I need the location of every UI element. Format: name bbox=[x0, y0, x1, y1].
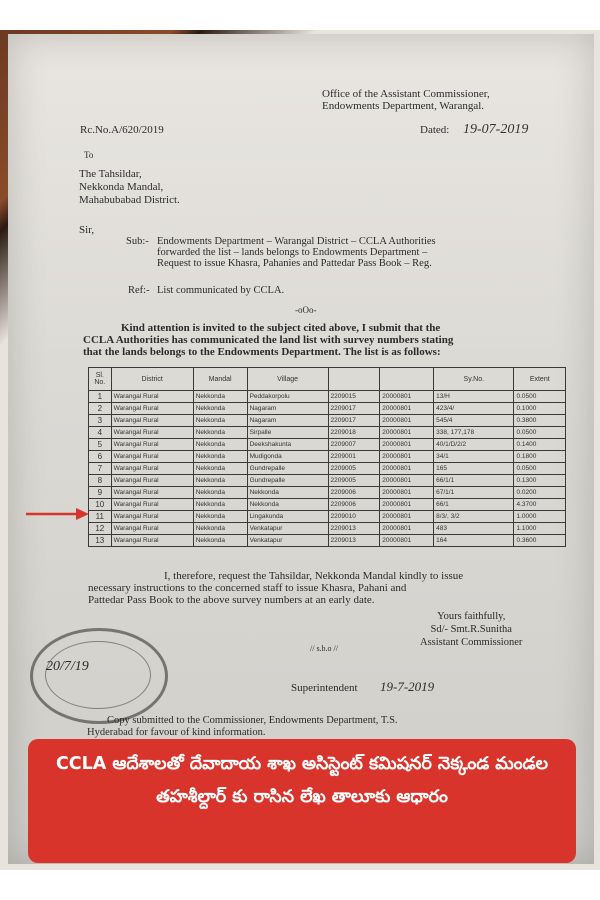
red-arrow-icon bbox=[24, 507, 90, 521]
table-cell: Peddakorpolu bbox=[247, 391, 328, 403]
table-cell: Nekkonda bbox=[193, 451, 247, 463]
paragraph-line: that the lands belongs to the Endowments Department. The list is as follows: bbox=[83, 346, 441, 358]
header-cell bbox=[328, 368, 380, 391]
table-cell: 20000801 bbox=[380, 415, 434, 427]
salutation: Sir, bbox=[79, 224, 95, 236]
table-cell: 545/4 bbox=[434, 415, 514, 427]
table-cell: 10 bbox=[89, 499, 112, 511]
table-cell: 0.1800 bbox=[514, 451, 566, 463]
signature-block bbox=[420, 610, 522, 649]
table-cell: 11 bbox=[89, 511, 112, 523]
table-cell: 6 bbox=[89, 451, 112, 463]
closing-line: Yours faithfully, bbox=[437, 611, 506, 622]
stamp-inner-ring bbox=[45, 641, 151, 709]
table-cell: 20000801 bbox=[380, 487, 434, 499]
table-cell: 164 bbox=[434, 535, 514, 547]
paragraph-line: I, therefore, request the Tahsildar, Nekkonda Mandal kindly to issue bbox=[164, 570, 464, 582]
table-cell: 20000801 bbox=[380, 523, 434, 535]
table-cell: Mudigonda bbox=[247, 451, 328, 463]
table-cell: Nekkonda bbox=[247, 487, 328, 499]
table-row bbox=[89, 499, 566, 511]
header-cell: Sy.No. bbox=[434, 368, 514, 391]
table-header-row bbox=[89, 368, 566, 391]
table-cell: Nagaram bbox=[247, 403, 328, 415]
table-cell: 3 bbox=[89, 415, 112, 427]
table-cell: Gundrepalle bbox=[247, 475, 328, 487]
table-cell: Warangal Rural bbox=[111, 523, 193, 535]
paragraph-line: CCLA Authorities has communicated the land list with survey numbers stating bbox=[83, 334, 454, 346]
dated-label: Dated: bbox=[420, 124, 450, 136]
table-cell: 1.0000 bbox=[514, 511, 566, 523]
table-cell: Lingakunda bbox=[247, 511, 328, 523]
table-cell: Warangal Rural bbox=[111, 511, 193, 523]
office-header bbox=[322, 88, 490, 112]
table-row bbox=[89, 439, 566, 451]
table-cell: Warangal Rural bbox=[111, 451, 193, 463]
table-cell: Nekkonda bbox=[193, 463, 247, 475]
table-cell: Venkatapur bbox=[247, 535, 328, 547]
table-cell: Nekkonda bbox=[247, 499, 328, 511]
table-cell: Nekkonda bbox=[193, 523, 247, 535]
table-cell: 165 bbox=[434, 463, 514, 475]
caption-text: CCLA ఆదేశాలతో దేవాదాయ శాఖ అసిస్టెంట్ కమిషనర్ నెక్కండ మండల తహశీల్దార్ కు రాసిన లేఖ తాలూకు ఆధారం bbox=[55, 754, 549, 807]
table-cell: 20000801 bbox=[380, 451, 434, 463]
table-row bbox=[89, 463, 566, 475]
table-cell: 12 bbox=[89, 523, 112, 535]
table-row bbox=[89, 523, 566, 535]
subject-text bbox=[157, 236, 436, 269]
table-row bbox=[89, 415, 566, 427]
table-cell: Nekkonda bbox=[193, 499, 247, 511]
table-row bbox=[89, 487, 566, 499]
table-cell: Warangal Rural bbox=[111, 427, 193, 439]
table-cell: 4 bbox=[89, 427, 112, 439]
table-cell: 0.1000 bbox=[514, 403, 566, 415]
table-cell: 2209005 bbox=[328, 463, 380, 475]
header-cell: Extent bbox=[514, 368, 566, 391]
stamp-date: 20/7/19 bbox=[46, 659, 89, 674]
table-cell: 2209013 bbox=[328, 523, 380, 535]
table-cell: Nekkonda bbox=[193, 487, 247, 499]
table-cell: 5 bbox=[89, 439, 112, 451]
table-cell: 0.1400 bbox=[514, 439, 566, 451]
table-cell: 0.0500 bbox=[514, 427, 566, 439]
table-cell: Nekkonda bbox=[193, 427, 247, 439]
closing-line: Assistant Commissioner bbox=[420, 637, 523, 648]
closing-line: Sd/- Smt.R.Sunitha bbox=[430, 624, 512, 635]
header-cell: Village bbox=[247, 368, 328, 391]
table-row bbox=[89, 535, 566, 547]
table-cell: Nekkonda bbox=[193, 511, 247, 523]
addressee-line: Nekkonda Mandal, bbox=[79, 181, 164, 193]
table-cell: 7 bbox=[89, 463, 112, 475]
table-cell: 2 bbox=[89, 403, 112, 415]
sbo-note: // s.b.o // bbox=[310, 644, 339, 653]
table-cell: 2209006 bbox=[328, 499, 380, 511]
table-row bbox=[89, 391, 566, 403]
table-cell: 8/3/, 3/2 bbox=[434, 511, 514, 523]
table-cell: 2209015 bbox=[328, 391, 380, 403]
copy-line: Hyderabad for favour of kind information. bbox=[87, 727, 266, 738]
table-cell: Nekkonda bbox=[193, 403, 247, 415]
table-cell: 66/1 bbox=[434, 499, 514, 511]
table-cell: Warangal Rural bbox=[111, 535, 193, 547]
table-cell: 1.1000 bbox=[514, 523, 566, 535]
table-row bbox=[89, 475, 566, 487]
land-list-table bbox=[88, 367, 566, 547]
superintendent-label: Superintendent bbox=[291, 682, 358, 694]
table-cell: Sirpalle bbox=[247, 427, 328, 439]
table-cell: 9 bbox=[89, 487, 112, 499]
table-cell: 20000801 bbox=[380, 391, 434, 403]
addressee-block bbox=[79, 168, 180, 207]
table-cell: 66/1/1 bbox=[434, 475, 514, 487]
addressee-line: Mahabubabad District. bbox=[79, 194, 180, 206]
table-cell: Warangal Rural bbox=[111, 499, 193, 511]
header-cell: District bbox=[111, 368, 193, 391]
paragraph-request bbox=[88, 570, 464, 606]
table-cell: 40/1/D/2/2 bbox=[434, 439, 514, 451]
separator: -oOo- bbox=[295, 305, 317, 315]
table-cell: Nekkonda bbox=[193, 475, 247, 487]
table-cell: 2209017 bbox=[328, 415, 380, 427]
table-cell: Warangal Rural bbox=[111, 403, 193, 415]
copy-note bbox=[87, 715, 398, 739]
table-cell: 13 bbox=[89, 535, 112, 547]
table-cell: 34/1 bbox=[434, 451, 514, 463]
table-cell: 2209010 bbox=[328, 511, 380, 523]
paragraph-intro bbox=[83, 322, 453, 358]
table-cell: 0.1300 bbox=[514, 475, 566, 487]
table-cell: 20000801 bbox=[380, 403, 434, 415]
subject-line: forwarded the list – lands belongs to Endowments Department – bbox=[157, 247, 428, 258]
table-cell: Nekkonda bbox=[193, 391, 247, 403]
table-row bbox=[89, 403, 566, 415]
table-cell: Gundrepalle bbox=[247, 463, 328, 475]
office-stamp bbox=[30, 628, 168, 724]
header-cell: Mandal bbox=[193, 368, 247, 391]
table-cell: 2209018 bbox=[328, 427, 380, 439]
subject-label: Sub:- bbox=[126, 236, 149, 247]
table-cell: 4.3700 bbox=[514, 499, 566, 511]
table-cell: 2209017 bbox=[328, 403, 380, 415]
table-cell: 2209005 bbox=[328, 475, 380, 487]
table-cell: 20000801 bbox=[380, 499, 434, 511]
table-cell: 0.3800 bbox=[514, 415, 566, 427]
header-cell bbox=[380, 368, 434, 391]
table-cell: 0.0500 bbox=[514, 391, 566, 403]
reference-number: Rc.No.A/620/2019 bbox=[80, 124, 164, 136]
paragraph-line: necessary instructions to the concerned staff to issue Khasra, Pahani and bbox=[88, 582, 407, 594]
table-cell: 20000801 bbox=[380, 535, 434, 547]
table-row bbox=[89, 511, 566, 523]
table-cell: Nekkonda bbox=[193, 415, 247, 427]
table-cell: Warangal Rural bbox=[111, 391, 193, 403]
dated-value: 19-07-2019 bbox=[463, 122, 529, 137]
copy-line: Copy submitted to the Commissioner, Endowments Department, T.S. bbox=[107, 715, 398, 726]
table-cell: Nekkonda bbox=[193, 439, 247, 451]
table-row bbox=[89, 427, 566, 439]
table-cell: 13/H bbox=[434, 391, 514, 403]
table-cell: 2209006 bbox=[328, 487, 380, 499]
table-cell: 2209001 bbox=[328, 451, 380, 463]
paragraph-line: Kind attention is invited to the subject cited above, I submit that the bbox=[121, 322, 441, 334]
table-cell: 20000801 bbox=[380, 511, 434, 523]
table-cell: Deekshakunta bbox=[247, 439, 328, 451]
table-cell: 1 bbox=[89, 391, 112, 403]
table-cell: 0.0500 bbox=[514, 463, 566, 475]
reference-label: Ref:- bbox=[128, 285, 150, 296]
table-cell: Nagaram bbox=[247, 415, 328, 427]
office-line-1: Office of the Assistant Commissioner, bbox=[322, 88, 490, 100]
header-cell: Sl. No. bbox=[89, 368, 112, 391]
table-cell: 338, 177,178 bbox=[434, 427, 514, 439]
table-cell: 20000801 bbox=[380, 475, 434, 487]
table-cell: 67/1/1 bbox=[434, 487, 514, 499]
table-cell: Warangal Rural bbox=[111, 439, 193, 451]
table-cell: 483 bbox=[434, 523, 514, 535]
table-cell: Venkatapur bbox=[247, 523, 328, 535]
table-cell: Warangal Rural bbox=[111, 463, 193, 475]
table-cell: 20000801 bbox=[380, 463, 434, 475]
table-cell: 0.0200 bbox=[514, 487, 566, 499]
table-row bbox=[89, 451, 566, 463]
table-cell: 2209007 bbox=[328, 439, 380, 451]
table-cell: 423/4/ bbox=[434, 403, 514, 415]
reference-text: List communicated by CCLA. bbox=[157, 285, 285, 296]
table-cell: 20000801 bbox=[380, 427, 434, 439]
subject-line: Endowments Department – Warangal District – CCLA Authorities bbox=[157, 236, 436, 247]
office-line-2: Endowments Department, Warangal. bbox=[322, 100, 485, 112]
subject-line: Request to issue Khasra, Pahanies and Pattedar Pass Book – Reg. bbox=[157, 258, 432, 269]
table-cell: Warangal Rural bbox=[111, 415, 193, 427]
table-cell: 20000801 bbox=[380, 439, 434, 451]
table-cell: Warangal Rural bbox=[111, 487, 193, 499]
table-cell: Warangal Rural bbox=[111, 475, 193, 487]
superintendent-date: 19-7-2019 bbox=[380, 679, 435, 694]
table-cell: 0.3600 bbox=[514, 535, 566, 547]
table-cell: 2209013 bbox=[328, 535, 380, 547]
table-cell: 8 bbox=[89, 475, 112, 487]
paragraph-line: Pattedar Pass Book to the above survey numbers at an early date. bbox=[88, 594, 375, 606]
to-label: To bbox=[84, 150, 94, 160]
addressee-line: The Tahsildar, bbox=[79, 168, 142, 180]
table-cell: Nekkonda bbox=[193, 535, 247, 547]
